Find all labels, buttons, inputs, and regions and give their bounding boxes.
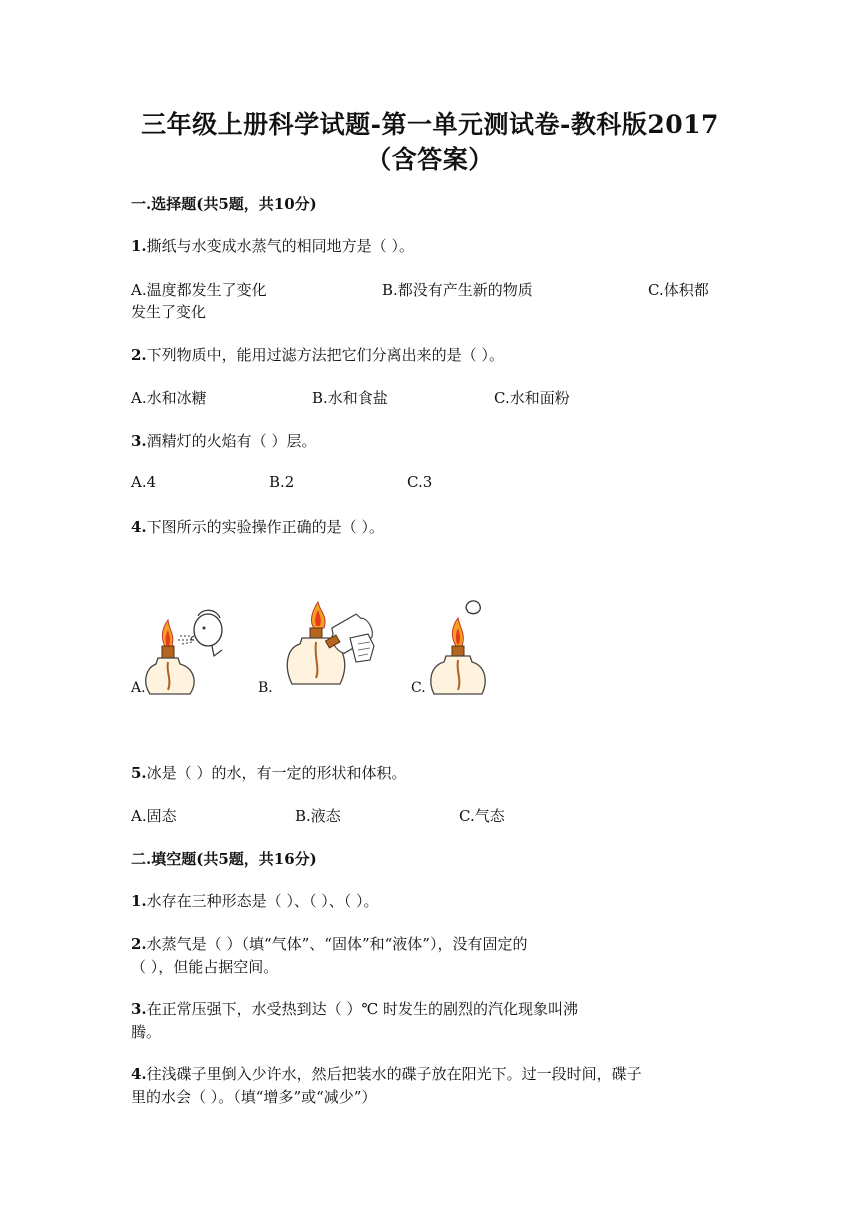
fill-question-2-continued: （ ），但能占据空间。 [131,958,279,976]
option-b: B.液态 [295,807,341,825]
option-a: A.4 [131,473,157,491]
question-number: 2. [131,935,147,953]
option-c-continued: 发生了变化 [131,303,207,321]
option-c: C.气态 [459,807,505,825]
question-2 [131,344,731,366]
question-text: 下图所示的实验操作正确的是（ ）。 [146,518,384,536]
question-number: 4. [131,518,147,536]
option-c-label: C. [411,680,426,696]
fill-question-3 [131,998,731,1020]
question-number: 2. [131,346,147,364]
question-1 [131,235,731,257]
question-text: 水蒸气是（ ）（填“气体”、“固体”和“液体”），没有固定的 [146,935,528,953]
section-heading-fill: 二.填空题(共5题，共16分) [131,850,317,868]
page-subtitle: （含答案） [366,145,494,174]
question-text: 酒精灯的火焰有（ ）层。 [146,432,317,450]
question-text: 冰是（ ）的水，有一定的形状和体积。 [146,764,407,782]
option-c: C.体积都 [648,281,709,299]
question-text: 撕纸与水变成水蒸气的相同地方是（ ）。 [146,237,414,255]
question-number: 1. [131,237,147,255]
question-number: 1. [131,892,147,910]
option-c: C.水和面粉 [494,389,570,407]
option-c: C.3 [407,473,433,491]
question-text: 下列物质中，能用过滤方法把它们分离出来的是（ ）。 [146,346,504,364]
fill-question-4 [131,1063,731,1085]
option-a: A.温度都发生了变化 [131,281,267,299]
fill-question-2 [131,933,731,955]
fill-question-4-continued: 里的水会（ ）。（填“增多”或“减少”） [131,1088,377,1106]
fill-question-3-continued: 腾。 [131,1023,162,1041]
option-b: B.水和食盐 [312,389,388,407]
option-a: A.水和冰糖 [131,389,207,407]
question-5 [131,762,731,784]
question-text: 往浅碟子里倒入少许水，然后把装水的碟子放在阳光下。过一段时间，碟子 [146,1065,642,1083]
fill-question-1 [131,890,731,912]
question-number: 3. [131,432,147,450]
question-number: 3. [131,1000,147,1018]
option-b: B.2 [269,473,295,491]
option-b-label: B. [258,680,273,696]
question-number: 5. [131,764,147,782]
lamp-blowing-illustration [142,590,230,700]
option-a: A.固态 [131,807,177,825]
question-text: 在正常压强下，水受热到达（ ）℃ 时发生的剧烈的汽化现象叫沸 [146,1000,578,1018]
lamp-lighting-from-lamp-illustration [270,598,380,693]
question-text: 水存在三种形态是（ ）、（ ）、（ ）。 [146,892,379,910]
section-heading-choice: 一.选择题(共5题，共10分) [131,195,317,213]
option-b: B.都没有产生新的物质 [382,281,533,299]
lamp-with-cap-illustration [428,598,498,698]
question-4 [131,516,731,538]
page-title: 三年级上册科学试题-第一单元测试卷-教科版2017 [141,110,719,139]
question-3 [131,430,731,452]
option-a-label: A. [131,680,146,696]
question-number: 4. [131,1065,147,1083]
